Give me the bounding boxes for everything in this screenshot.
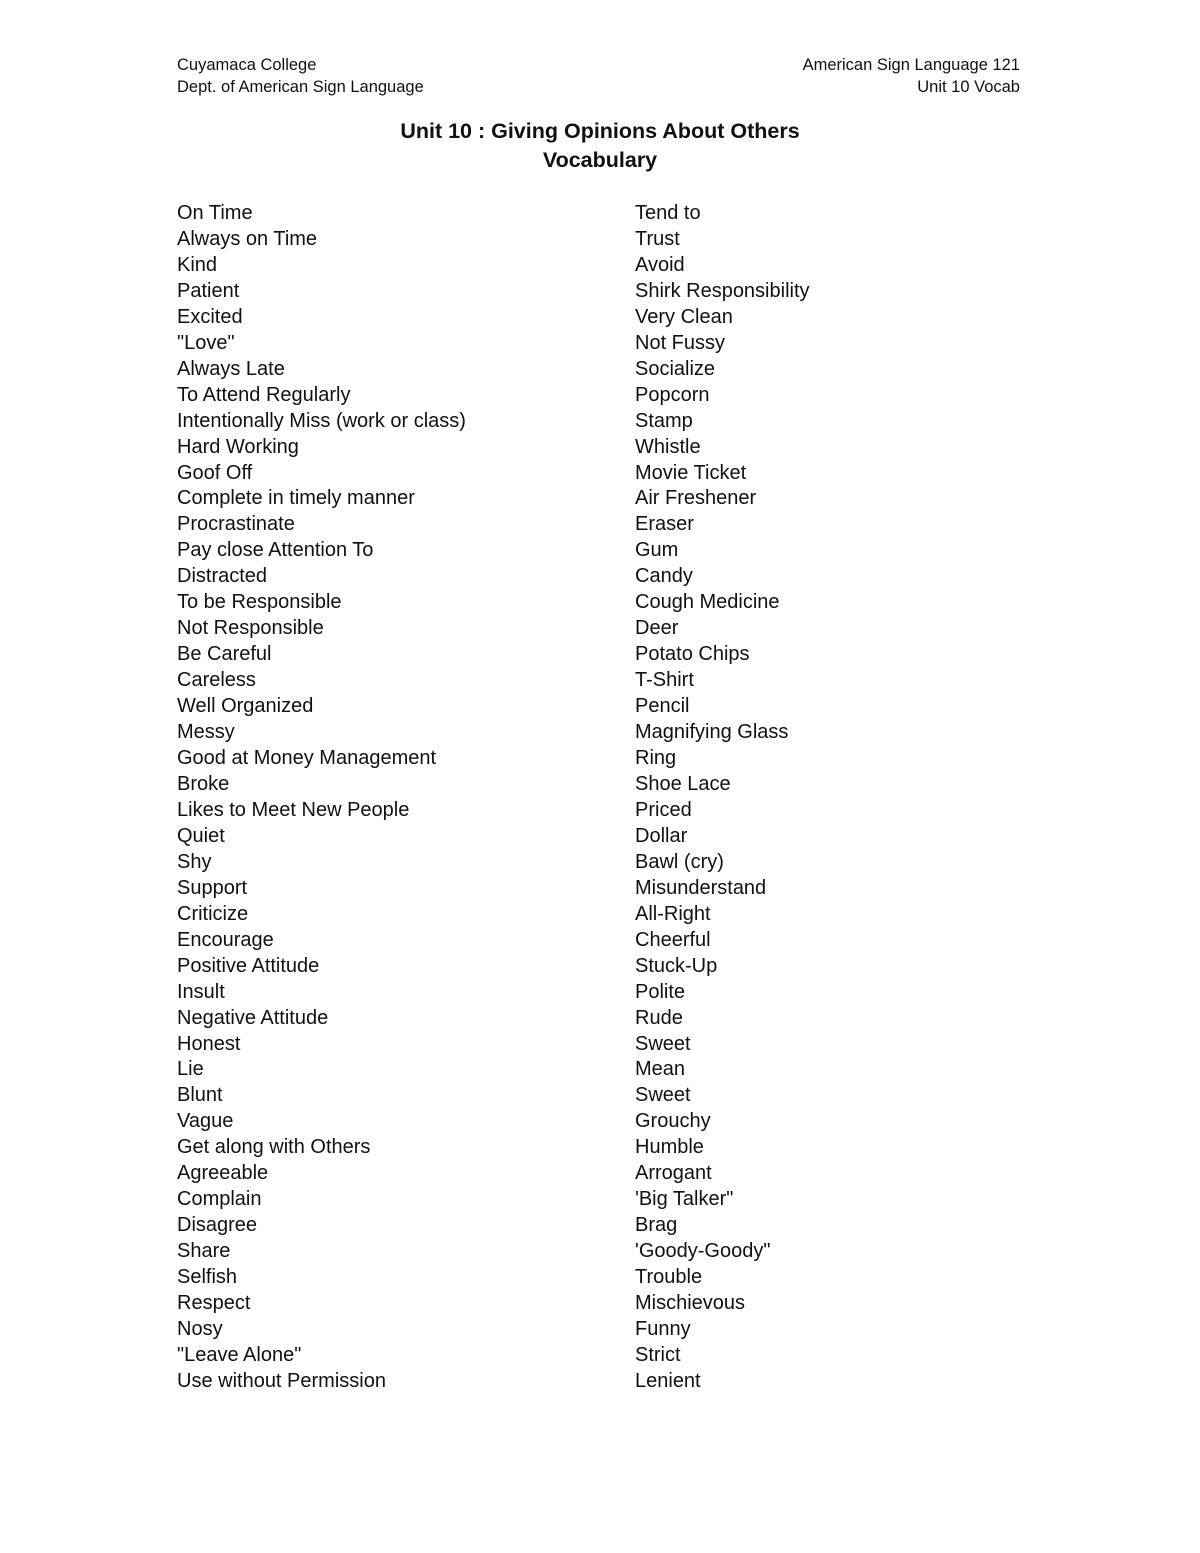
- vocab-item: Honest: [177, 1032, 241, 1055]
- vocab-item: Very Clean: [635, 305, 733, 328]
- vocab-item: Use without Permission: [177, 1369, 386, 1392]
- vocab-item: Mischievous: [635, 1292, 746, 1315]
- vocab-item: Quiet: [177, 824, 225, 847]
- vocab-item: Shoe Lace: [635, 772, 731, 795]
- title-line-1: Unit 10 : Giving Opinions About Others: [400, 119, 800, 143]
- vocab-item: Popcorn: [635, 383, 710, 406]
- vocab-item: Movie Ticket: [635, 461, 747, 484]
- vocab-item: To Attend Regularly: [177, 383, 351, 406]
- vocab-item: Dollar: [635, 824, 688, 847]
- vocab-item: Respect: [177, 1292, 251, 1315]
- college-name: Cuyamaca College: [177, 56, 317, 74]
- vocab-item: Distracted: [177, 565, 268, 588]
- vocab-item: Support: [177, 876, 248, 899]
- vocab-item: Strict: [635, 1343, 681, 1366]
- vocab-item: To be Responsible: [177, 591, 342, 614]
- vocab-item: Shy: [177, 850, 212, 873]
- header-left: [177, 54, 424, 98]
- vocab-item: Blunt: [177, 1084, 223, 1107]
- vocab-item: Encourage: [177, 928, 274, 951]
- vocab-item: Bawl (cry): [635, 850, 724, 873]
- vocab-item: Air Freshener: [635, 487, 757, 510]
- vocab-item: Rude: [635, 1006, 683, 1029]
- vocab-item: Priced: [635, 798, 692, 821]
- vocab-item: Shirk Responsibility: [635, 279, 810, 302]
- vocab-item: Hard Working: [177, 435, 299, 458]
- vocab-item: Always Late: [177, 357, 285, 380]
- vocab-item: Vague: [177, 1110, 234, 1133]
- vocab-item: Good at Money Management: [177, 747, 437, 770]
- vocab-item: 'Goody-Goody": [635, 1240, 771, 1263]
- vocab-item: Candy: [635, 565, 693, 588]
- vocab-item: Complete in timely manner: [177, 487, 415, 510]
- vocab-item: Lenient: [635, 1369, 701, 1392]
- vocab-item: Arrogant: [635, 1162, 712, 1185]
- vocab-item: "Love": [177, 331, 235, 354]
- vocab-item: Careless: [177, 669, 256, 692]
- vocab-item: Pencil: [635, 695, 690, 718]
- vocab-item: Messy: [177, 721, 235, 744]
- vocab-item: Well Organized: [177, 695, 314, 718]
- vocab-item: Brag: [635, 1214, 678, 1237]
- vocab-item: Stamp: [635, 409, 693, 432]
- vocab-item: Intentionally Miss (work or class): [177, 409, 466, 432]
- page-title: [0, 117, 1200, 175]
- vocab-item: Avoid: [635, 253, 685, 276]
- course-name: American Sign Language 121: [802, 56, 1020, 74]
- vocab-item: Complain: [177, 1188, 262, 1211]
- vocab-item: Tend to: [635, 202, 701, 224]
- vocab-item: Be Careful: [177, 643, 272, 666]
- vocab-item: Insult: [177, 980, 225, 1003]
- vocab-list-left: [177, 201, 466, 1395]
- vocab-item: Agreeable: [177, 1162, 269, 1185]
- vocab-item: Excited: [177, 305, 243, 328]
- vocab-item: Lie: [177, 1058, 204, 1081]
- vocab-item: Whistle: [635, 435, 701, 458]
- department-name: Dept. of American Sign Language: [177, 78, 424, 96]
- vocab-item: Misunderstand: [635, 876, 767, 899]
- vocab-item: Mean: [635, 1058, 686, 1081]
- vocab-item: Cough Medicine: [635, 591, 780, 614]
- vocab-item: On Time: [177, 202, 253, 224]
- vocab-item: All-Right: [635, 902, 711, 925]
- vocab-item: Grouchy: [635, 1110, 711, 1133]
- vocab-item: Sweet: [635, 1032, 691, 1055]
- vocab-item: Sweet: [635, 1084, 691, 1107]
- vocab-item: Eraser: [635, 513, 694, 536]
- vocab-item: Selfish: [177, 1266, 238, 1289]
- vocab-item: Cheerful: [635, 928, 711, 951]
- vocab-item: Trouble: [635, 1266, 703, 1289]
- vocab-item: Criticize: [177, 902, 249, 925]
- vocab-item: Not Responsible: [177, 617, 324, 640]
- vocab-item: Positive Attitude: [177, 954, 320, 977]
- vocab-item: Get along with Others: [177, 1136, 371, 1159]
- vocab-item: Not Fussy: [635, 331, 726, 354]
- vocab-item: Patient: [177, 279, 240, 302]
- vocab-item: Socialize: [635, 357, 716, 380]
- vocab-item: Polite: [635, 980, 686, 1003]
- vocab-item: Pay close Attention To: [177, 539, 374, 562]
- vocab-item: Ring: [635, 747, 677, 770]
- vocab-item: Always on Time: [177, 227, 318, 250]
- vocab-item: Kind: [177, 253, 218, 276]
- vocab-item: Potato Chips: [635, 643, 750, 666]
- vocab-item: Share: [177, 1240, 231, 1263]
- vocab-item: Procrastinate: [177, 513, 295, 536]
- vocab-item: Disagree: [177, 1214, 258, 1237]
- vocab-item: Nosy: [177, 1317, 223, 1340]
- vocab-item: T-Shirt: [635, 669, 694, 692]
- vocab-item: Likes to Meet New People: [177, 798, 410, 821]
- vocab-item: Negative Attitude: [177, 1006, 329, 1029]
- vocab-item: Stuck-Up: [635, 954, 718, 977]
- vocab-item: 'Big Talker": [635, 1188, 734, 1211]
- vocab-item: "Leave Alone": [177, 1343, 302, 1366]
- vocab-item: Humble: [635, 1136, 704, 1159]
- vocab-item: Broke: [177, 772, 230, 795]
- vocab-item: Gum: [635, 539, 679, 562]
- vocab-item: Trust: [635, 227, 680, 250]
- title-line-2: Vocabulary: [542, 148, 658, 172]
- header-right: [803, 54, 1020, 98]
- vocab-list-right: [635, 201, 810, 1395]
- vocab-item: Goof Off: [177, 461, 253, 484]
- vocab-item: Magnifying Glass: [635, 721, 789, 744]
- vocab-item: Deer: [635, 617, 679, 640]
- vocab-item: Funny: [635, 1317, 691, 1340]
- unit-label: Unit 10 Vocab: [917, 78, 1020, 96]
